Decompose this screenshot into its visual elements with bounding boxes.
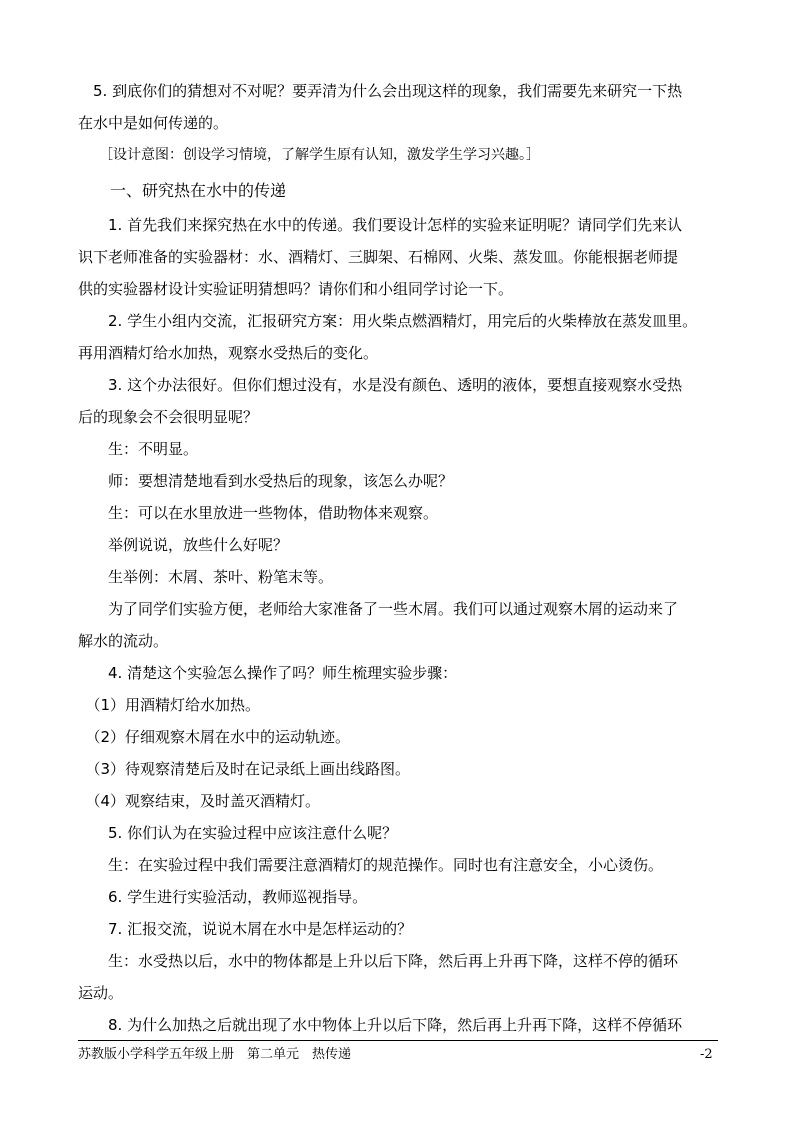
paragraph-line: 为了同学们实验方便，老师给大家准备了一些木屑。我们可以通过观察木屑的运动来了 [78,600,679,618]
paragraph-line: 7. 汇报交流，说说木屑在水中是怎样运动的？ [78,920,413,938]
paragraph-line: 5. 到底你们的猜想对不对呢？要弄清为什么会出现这样的现象，我们需要先来研究一下热 [78,82,683,100]
paragraph-line: 在水中是如何传递的。 [78,114,229,132]
paragraph-line: 4. 清楚这个实验怎么操作了吗？师生梳理实验步骤： [78,664,458,682]
paragraph-line: 8. 为什么加热之后就出现了水中物体上升以后下降，然后再上升再下降，这样不停循环 [78,1016,683,1034]
list-item: （2）仔细观察木屑在水中的运动轨迹。 [78,728,351,746]
list-item: （1）用酒精灯给水加热。 [78,696,261,714]
paragraph-line: 生举例：木屑、茶叶、粉笔末等。 [78,568,334,586]
paragraph-line: 举例说说，放些什么好呢？ [78,536,289,554]
paragraph-line: 师：要想清楚地看到水受热后的现象，该怎么办呢？ [78,472,454,490]
design-intent-note: ［设计意图：创设学习情境，了解学生原有认知，激发学生学习兴趣。］ [78,147,540,163]
paragraph-line: 识下老师准备的实验器材：水、酒精灯、三脚架、石棉网、火柴、蒸发皿。你能根据老师提 [78,248,679,266]
paragraph-line: 供的实验器材设计实验证明猜想吗？请你们和小组同学讨论一下。 [78,280,514,298]
section-heading: 一、研究热在水中的传递 [78,181,287,200]
paragraph-line: 生：在实验过程中我们需要注意酒精灯的规范操作。同时也有注意安全，小心烫伤。 [78,856,664,874]
paragraph-line: 5. 你们认为在实验过程中应该注意什么呢？ [78,824,398,842]
paragraph-line: 3. 这个办法很好。但你们想过没有，水是没有颜色、透明的液体，要想直接观察水受热 [78,376,683,394]
list-item: （4）观察结束，及时盖灭酒精灯。 [78,792,321,810]
paragraph-line: 生：不明显。 [78,440,199,458]
paragraph-line: 解水的流动。 [78,632,169,650]
paragraph-line: 生：可以在水里放进一些物体，借助物体来观察。 [78,504,439,522]
paragraph-line: 6. 学生进行实验活动，教师巡视指导。 [78,888,368,906]
list-item: （3）待观察清楚后及时在记录纸上画出线路图。 [78,760,411,778]
paragraph-line: 生：水受热以后，水中的物体都是上升以后下降，然后再上升再下降，这样不停的循环 [78,952,679,970]
footer-divider [78,1040,718,1041]
page-number: -2 [700,1047,713,1062]
paragraph-line: 1. 首先我们来探究热在水中的传递。我们要设计怎样的实验来证明呢？请同学们先来认 [78,216,683,234]
footer-title: 苏教版小学科学五年级上册 第二单元 热传递 [78,1047,352,1062]
paragraph-line: 运动。 [78,984,124,1002]
paragraph-line: 2. 学生小组内交流，汇报研究方案：用火柴点燃酒精灯，用完后的火柴棒放在蒸发皿里。 [78,312,698,330]
paragraph-line: 再用酒精灯给水加热，观察水受热后的变化。 [78,344,379,362]
paragraph-line: 后的现象会不会很明显呢？ [78,408,259,426]
